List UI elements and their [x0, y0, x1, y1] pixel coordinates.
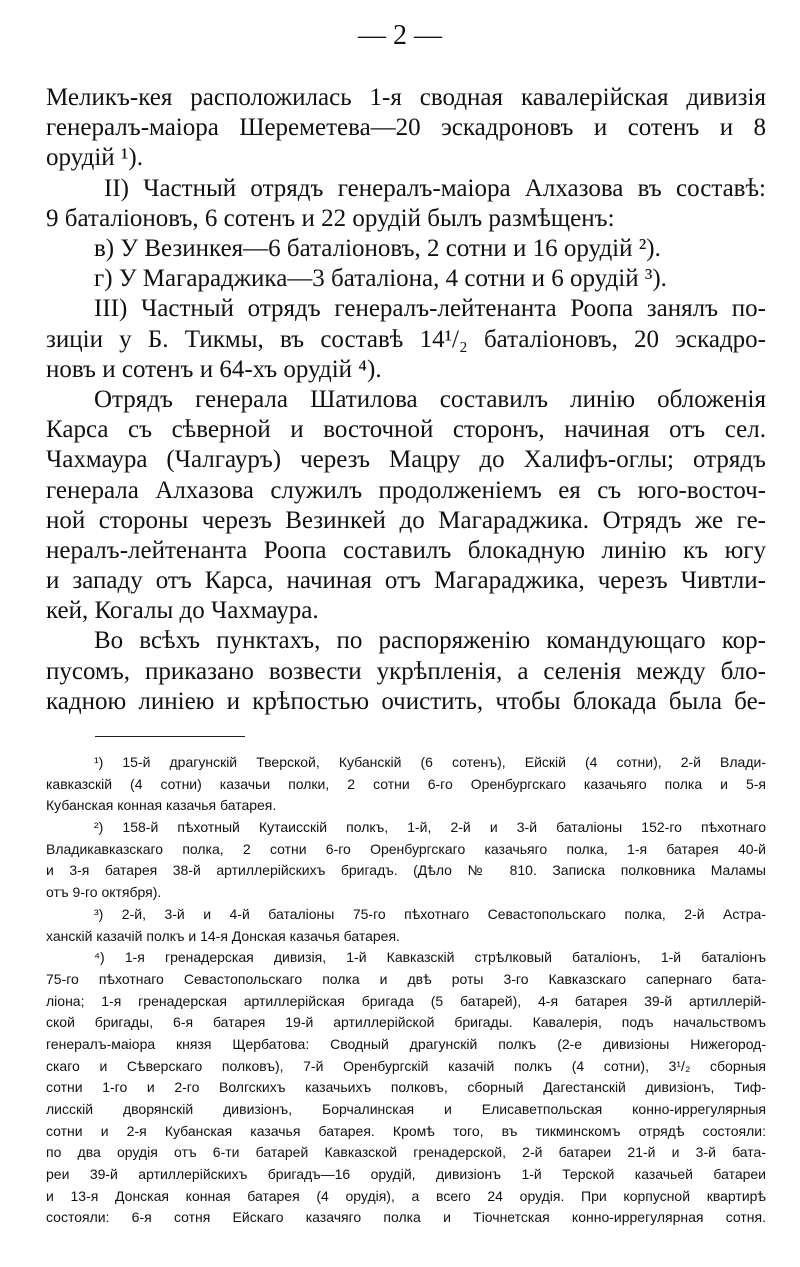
footnote-line: ⁴) 1-я гренадерская дивизія, 1-й Кавказскій стрѣлковый баталіонъ, 1-й баталіонъ	[94, 949, 766, 966]
text-line: и западу отъ Карса, начиная отъ Магараджика, черезъ Чивтли-	[46, 567, 766, 595]
footnote-line: и 3-я батарея 38-й артиллерійскихъ бригадъ. (Дѣло № 810. Записка полковника Маламы	[46, 862, 766, 879]
footnote-line: генералъ-маіора князя Щербатова: Сводный драгунскій полкъ (2-е дивизіоны Нижегород-	[46, 1035, 766, 1052]
text-line: ной стороны черезъ Везинкей до Магараджика. Отрядъ же ге-	[46, 506, 766, 534]
text-line: в) У Везинкея—6 баталіоновъ, 2 сотни и 16 орудій ²).	[94, 234, 661, 262]
text-line: генерала Алхазова служилъ продолженіемъ ея съ юго-восточ-	[46, 476, 766, 504]
footnote-line: ¹) 15-й драгунскій Тверской, Кубанскій (6 сотенъ), Ейскій (4 сотни), 2-й Влади-	[94, 754, 766, 770]
footnote-line: скаго и Сѣверскаго полковъ), 7-й Оренбургскій казачій полкъ (4 сотни), 3¹/₂ сборныя	[46, 1057, 766, 1074]
text-line: зиціи у Б. Тикмы, въ составѣ 14¹/₂ баталіоновъ, 20 эскадро-	[46, 325, 766, 353]
footnote-line: состояли: 6-я сотня Ейскаго казачяго полка и Тіочнетская конно-иррегулярная сотня.	[46, 1209, 766, 1226]
text-line: Карса съ сѣверной и восточной сторонъ, начиная отъ сел.	[46, 416, 766, 444]
footnote-divider	[95, 736, 245, 737]
footnote-line: реи 39-й артиллерійскихъ бригадъ—16 орудій, дивизіонъ 1-й Терской казачьей батареи	[46, 1166, 766, 1183]
text-line: кей, Когалы до Чахмаура.	[46, 597, 319, 625]
footnotes	[46, 752, 766, 1229]
footnote-line: ской бригады, 6-я батарея 19-й артиллерійской бригады. Кавалерія, подъ начальствомъ	[46, 1014, 766, 1031]
text-line: новъ и сотенъ и 64-хъ орудій ⁴).	[46, 355, 382, 383]
page-number: — 2 —	[358, 20, 442, 51]
text-line: орудій ¹).	[46, 144, 143, 172]
text-line: нералъ-лейтенанта Роопа составилъ блокадную линію къ югу	[46, 536, 766, 564]
text-line: Чахмаура (Чалгауръ) черезъ Мацру до Халифъ-оглы; отрядъ	[46, 446, 766, 474]
text-line: III) Частный отрядъ генералъ-лейтенанта Роопа занялъ по-	[94, 295, 766, 323]
footnote-line: ханскій казачій полкъ и 14-я Донская казачья батарея.	[46, 927, 400, 944]
footnote-line: ліона; 1-я гренадерская артиллерійская бригада (5 батарей), 4-я батарея 39-й артиллерій-	[46, 992, 766, 1009]
text-line: II) Частный отрядъ генералъ-маіора Алхазова въ составѣ:	[104, 174, 766, 202]
footnote-line: отъ 9-го октября).	[46, 884, 162, 901]
footnote-line: и 13-я Донская конная батарея (4 орудія), а всего 24 орудія. При корпусной квартирѣ	[46, 1187, 766, 1204]
footnote-line: Владикавказскаго полка, 2 сотни 6-го Оренбургскаго казачьяго полка, 1-я батарея 40-й	[46, 840, 766, 857]
footnote-line: лисскій дворянскій дивизіонъ, Борчалинская и Елисаветпольская конно-иррегулярныя	[46, 1101, 766, 1118]
text-line: кадною линіею и крѣпостью очистить, чтобы блокада была бе-	[46, 687, 766, 715]
footnote-line: по два орудія отъ 6-ти батарей Кавказской гренадерской, 2-й батареи 21-й и 3-й бата-	[46, 1144, 766, 1161]
footnote-line: 75-го пѣхотнаго Севастопольскаго полка и двѣ роты 3-го Кавказскаго сапернаго бата-	[46, 970, 766, 987]
footnote-line: кавказскій (4 сотни) казачьи полки, 2 сотни 6-го Оренбургскаго казачьяго полка и 5-я	[46, 775, 766, 792]
footnote-line: Кубанская конная казачья батарея.	[46, 797, 277, 814]
footnote-line: сотни и 2-я Кубанская казачья батарея. Кромѣ того, въ тикминскомъ отрядѣ состояли:	[46, 1122, 766, 1139]
text-line: генералъ-маіора Шереметева—20 эскадроновъ и сотенъ и 8	[46, 114, 766, 142]
text-line: пусомъ, приказано возвести укрѣпленія, а селенія между бло-	[46, 657, 766, 685]
footnote-line: сотни 1-го и 2-го Волгскихъ казачьихъ полковъ, сборный Дагестанскій дивизіонъ, Тиф-	[46, 1079, 766, 1096]
text-line: Отрядъ генерала Шатилова составилъ линію обложенія	[94, 385, 766, 413]
footnote-line: ²) 158-й пѣхотный Кутаисскій полкъ, 1-й, 2-й и 3-й баталіоны 152-го пѣхотнаго	[94, 819, 766, 836]
text-line: г) У Магараджика—3 баталіона, 4 сотни и 6 орудій ³).	[94, 265, 667, 293]
main-text	[46, 83, 766, 717]
text-line: Во всѣхъ пунктахъ, по распоряженію командующаго кор-	[94, 627, 766, 655]
text-line: 9 баталіоновъ, 6 сотенъ и 22 орудій былъ размѣщенъ:	[46, 204, 615, 232]
text-line: Меликъ-кея расположилась 1-я сводная кавалерійская дивизія	[46, 84, 766, 111]
footnote-line: ³) 2-й, 3-й и 4-й баталіоны 75-го пѣхотнаго Севастопольскаго полка, 2-й Астра-	[94, 905, 766, 922]
